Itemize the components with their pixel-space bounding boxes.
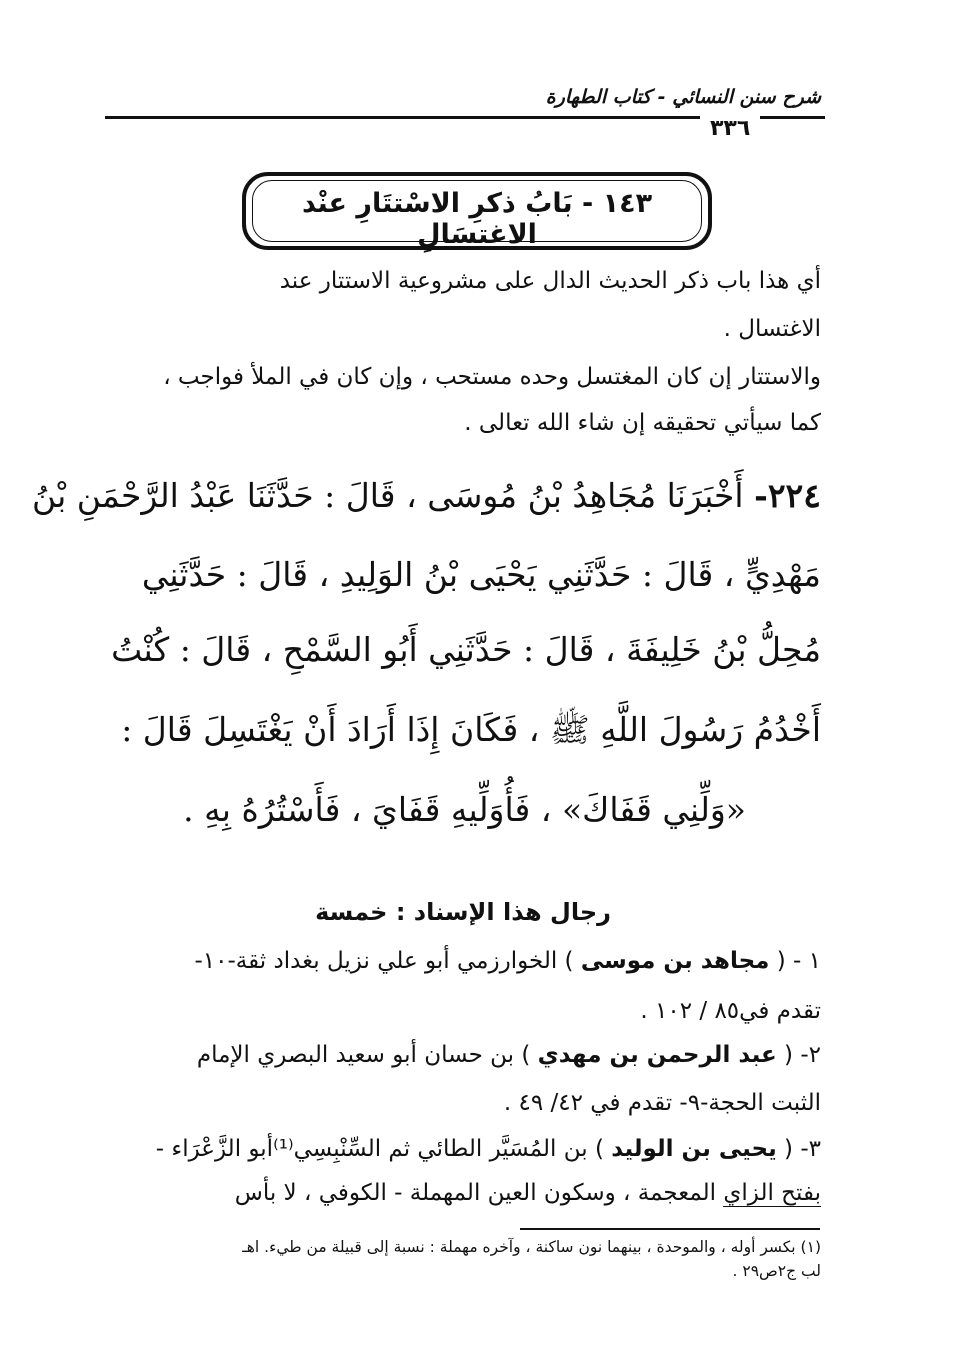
chapter-title: ١٤٣ - بَابُ ذكرِ الاسْتتَارِ عنْد الاغتسَالِ: [301, 188, 653, 250]
narrator-entry: [156, 1136, 821, 1164]
entry-text: ) بن المُسَيَّر الطائي ثم السِّنْبِسِي⁽¹⁾أبو الزَّعْرَاء -: [155, 1136, 604, 1162]
intro-line: كما سيأتي تحقيقه إن شاء الله تعالى .: [464, 410, 821, 436]
narrator-entry-line: الثبت الحجة-٩- تقدم في ٤٢/ ٤٩ .: [503, 1090, 821, 1116]
hadith-line: [32, 476, 821, 516]
hadith-line: مُحِلُّ بْنُ خَلِيفَةَ ، قَالَ : حَدَّثَنِي أَبُو السَّمْحِ ، قَالَ : كُنْتُ: [111, 630, 821, 669]
running-head: شرح سنن النسائي - كتاب الطهارة: [545, 86, 821, 108]
narrator-entry-line: [235, 1180, 821, 1208]
narrator-name: مجاهد بن موسى: [580, 948, 770, 974]
section-title: رجال هذا الإسناد : خمسة: [315, 898, 611, 926]
hadith-text: أَخْبَرَنَا مُجَاهِدُ بْنُ مُوسَى ، قَالَ : حَدَّثَنَا عَبْدُ الرَّحْمَنِ بْنُ: [31, 476, 744, 515]
hadith-line: مَهْدِيٍّ ، قَالَ : حَدَّثَنِي يَحْيَى بْنُ الوَلِيدِ ، قَالَ : حَدَّثَنِي: [141, 555, 821, 594]
entry-text: ) الخوارزمي أبو علي نزيل بغداد ثقة-١٠-: [194, 948, 574, 974]
entry-prefix: ٣- (: [784, 1136, 821, 1162]
page-number: ٣٣٦: [700, 116, 760, 141]
entry-text: ) بن حسان أبو سعيد البصري الإمام: [196, 1042, 531, 1068]
narrator-entry-line: تقدم في٨٥ / ١٠٢ .: [640, 998, 821, 1024]
hadith-line: أَخْدُمُ رَسُولَ اللَّهِ ﷺ ، فَكَانَ إِذَا أَرَادَ أَنْ يَغْتَسِلَ قَالَ :: [121, 710, 821, 749]
footnote-line: لب ج٢ص٢٩ .: [732, 1262, 821, 1280]
footnote-line: (١) بكسر أوله ، والموحدة ، بينهما نون ساكنة ، وآخره مهملة : نسبة إلى قبيلة من طيء. اهـ: [242, 1238, 821, 1256]
entry-prefix: ٢- (: [784, 1042, 821, 1068]
hadith-number: ٢٢٤-: [754, 476, 821, 515]
intro-line: والاستتار إن كان المغتسل وحده مستحب ، وإن كان في الملأ فواجب ،: [163, 364, 821, 390]
narrator-name: يحيى بن الوليد: [611, 1136, 777, 1162]
narrator-entry: [194, 948, 821, 976]
footnote-rule: [520, 1228, 820, 1230]
entry-prefix: ١ - (: [776, 948, 821, 974]
narrator-name: عبد الرحمن بن مهدي: [537, 1042, 777, 1068]
underlined-text: بفتح الزاي: [723, 1180, 821, 1206]
narrator-entry: [197, 1042, 821, 1070]
intro-line: أي هذا باب ذكر الحديث الدال على مشروعية الاستتار عند: [279, 268, 821, 294]
intro-line: الاغتسال .: [723, 316, 821, 342]
entry-text: المعجمة ، وسكون العين المهملة - الكوفي ، لا بأس: [234, 1180, 724, 1206]
hadith-line: «وَلِّنِي قَفَاكَ» ، فَأُوَلِّيهِ قَفَايَ ، فَأَسْتُرُهُ بِهِ .: [183, 790, 746, 829]
